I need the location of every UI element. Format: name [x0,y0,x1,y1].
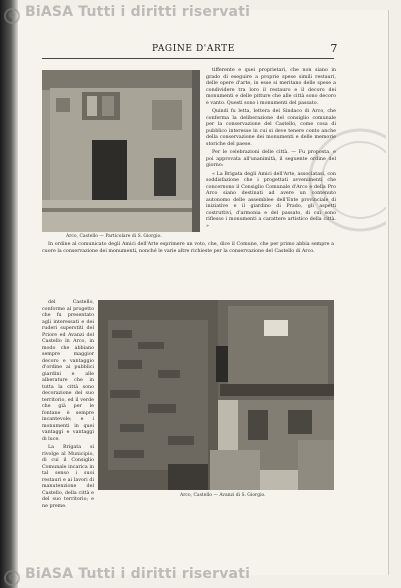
text-column-left-narrow [42,300,94,512]
watermark-top [4,4,250,24]
running-header [42,42,338,59]
page-number: 7 [330,42,338,55]
text-wide-paragraph [42,242,334,257]
library-stamp-icon [300,120,386,240]
paragraph: Quindi fu letta, lettera del Sindaco di Arco, che conferma la deliberazione del consiglio comunale per la conservazione del Castello, come cosa di pubblico interesse in cui si deve tenere conto anche della conservazione dei monumenti e delle memorie storiche del paese. [206,109,336,147]
watermark-top-text: BiASA Tutti i diritti riservati [25,4,251,20]
paragraph: Per le celebrazioni delle città. — Fu proposta, e poi approvata all'unanimità, il seguente ordine del giorno: [206,150,336,168]
photo-ruins [98,300,334,490]
watermark-bottom [4,566,250,586]
paragraph: In ordine al comunicato degli Amici dell'Arte esprimere un voto, che, dice il Comune, che per primo abbia sempre a cuore la conservazione dei monumenti, nonché le varie altre richieste per la conservazione del Castello di Arco. [42,242,334,254]
watermark-bottom-text: BiASA Tutti i diritti riservati [25,566,251,582]
header-title: PAGINE D'ARTE [152,44,235,54]
caption-photo2: Arco, Castello — Avanzi di S. Giorgio. [180,493,266,498]
paragraph: « La Brigata degli Amici dell'Arte, associatasi, con soddisfazione che i progettati avvenimenti che concernono il Consiglio Comunale d'Arco e della Pro Arco siano destinati ad avere un contenuto autonomo delle assemblee dell'Ente provinciale di iniziative e il giardino di Prado, gli aspetti costruttivi, d'armonia e del passato, di cui sono riflesso i monumenti a carattere artistico della città. » [206,171,336,229]
ruins-photo-image [98,300,334,490]
paragraph: tifferente e quei proprietari, che non siano in grado di eseguire a proprie spese simili restauri, delle opere d'arte, in esse si meritano delle spese a condividere tra loro il restauro e il decoro dei monumenti e delle pitture che alle città sono decoro e vanto. Questi sono i monumenti del passato. [206,68,336,106]
scan-binding-shadow [0,0,18,588]
photo-facade [42,70,200,232]
biasa-logo-icon: © [4,8,20,24]
paragraph: del Castello, conforme al progetto che fu presentato agli interessati e dei ruderi superstiti del Priore ed Avanzi del Castello in Arco, in modo che abbiano sempre maggior decoro e vantaggio d'ordine ai pubblici giardini e alle alberature che in tutta la città sono decorazione del suo territorio, ed il verde che già per le fontane è sempre incantevole; e i monumenti in quei vantaggi e vantaggi di luce. [42,300,94,442]
paragraph: La Brigata si rivolge al Municipio, di cui il Consiglio Comunale incarica in tal senso i suoi restauri e ai lavori di manutenzione del Castello, della città e del suo territorio; e ne preme. [42,445,94,509]
facade-photo-image [42,70,200,232]
caption-photo1: Arco, Castello — Particolare di S. Giorgio. [66,234,162,239]
biasa-logo-icon: © [4,570,20,586]
